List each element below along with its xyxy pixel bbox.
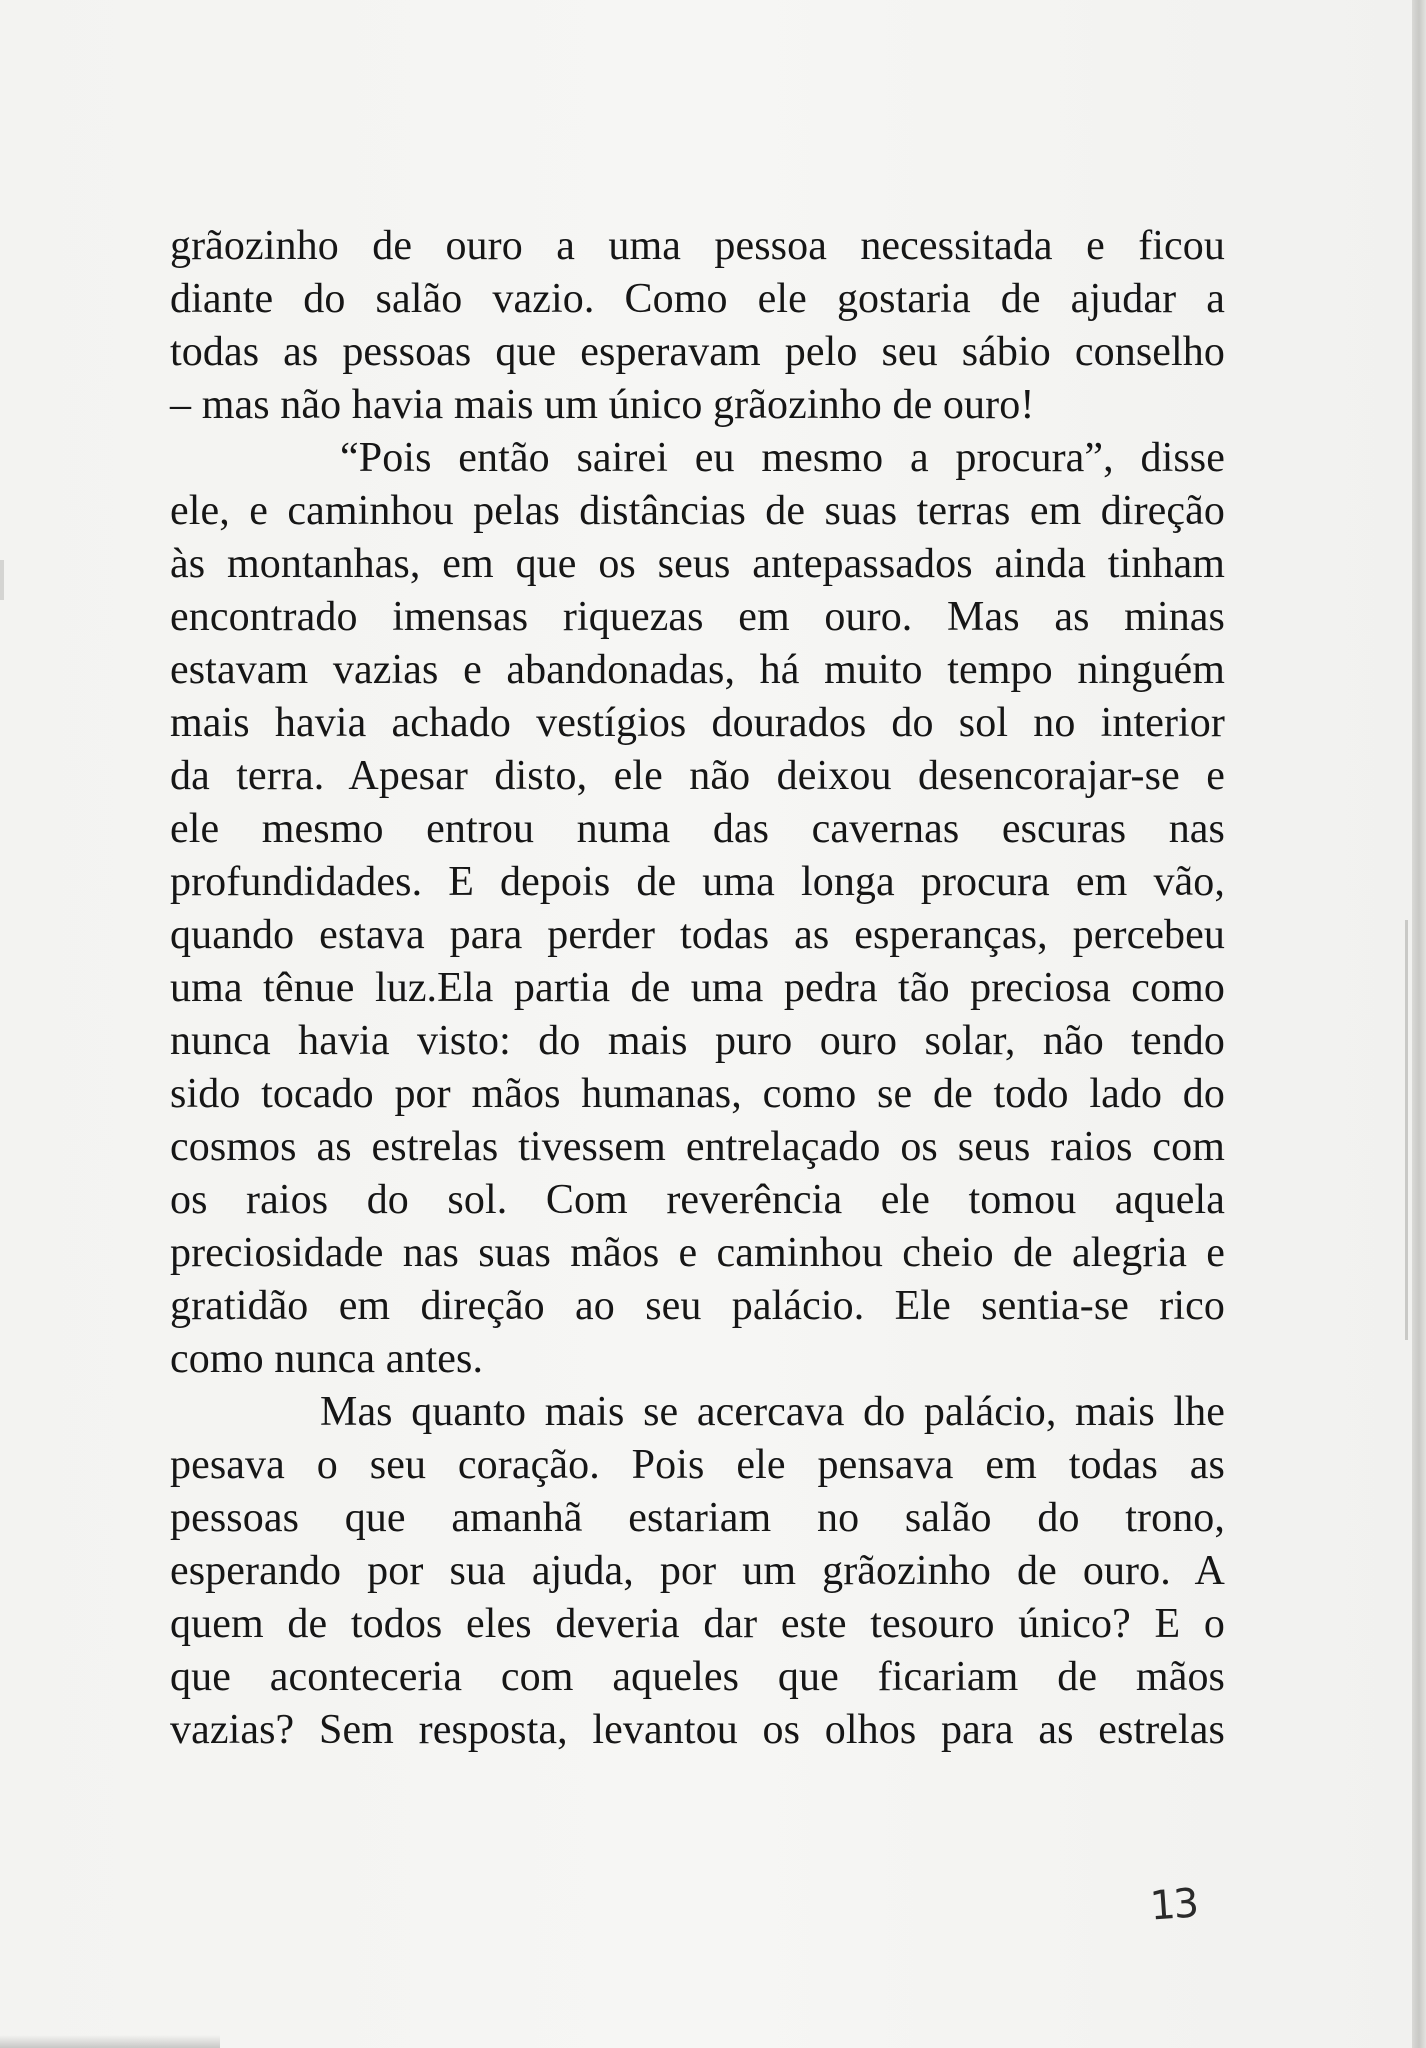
text-line-12: ele mesmo entrou numa das cavernas escuras nas: [170, 806, 1225, 852]
text-line-19: os raios do sol. Com reverência ele tomou aquela: [170, 1177, 1225, 1223]
text-line-23: Mas quanto mais se acercava do palácio, mais lhe: [320, 1389, 1225, 1435]
page-text: [170, 220, 1225, 1757]
text-line-2: diante do salão vazio. Como ele gostaria de ajudar a: [170, 276, 1225, 322]
text-line-25: pessoas que amanhã estariam no salão do trono,: [170, 1495, 1225, 1541]
text-line-10: mais havia achado vestígios dourados do sol no interior: [170, 700, 1225, 746]
text-line-8: encontrado imensas riquezas em ouro. Mas as minas: [170, 594, 1225, 640]
text-line-27: quem de todos eles deveria dar este tesouro único? E o: [170, 1601, 1225, 1647]
text-line-4: – mas não havia mais um único grãozinho de ouro!: [170, 382, 1035, 428]
text-line-26: esperando por sua ajuda, por um grãozinho de ouro. A: [170, 1548, 1225, 1594]
text-line-16: nunca havia visto: do mais puro ouro solar, não tendo: [170, 1018, 1225, 1064]
text-line-21: gratidão em direção ao seu palácio. Ele sentia-se rico: [170, 1283, 1225, 1329]
text-line-20: preciosidade nas suas mãos e caminhou cheio de alegria e: [170, 1230, 1225, 1276]
text-line-14: quando estava para perder todas as esperanças, percebeu: [170, 912, 1225, 958]
bottom-edge-shadow: [0, 2035, 220, 2048]
text-line-24: pesava o seu coração. Pois ele pensava em todas as: [170, 1442, 1225, 1488]
text-line-17: sido tocado por mãos humanas, como se de todo lado do: [170, 1071, 1225, 1117]
page-number: 13: [1148, 1880, 1199, 1930]
text-line-3: todas as pessoas que esperavam pelo seu sábio conselho: [170, 329, 1225, 375]
text-line-18: cosmos as estrelas tivessem entrelaçado os seus raios com: [170, 1124, 1225, 1170]
text-line-9: estavam vazias e abandonadas, há muito tempo ninguém: [170, 647, 1225, 693]
text-line-28: que aconteceria com aqueles que ficariam de mãos: [170, 1654, 1225, 1700]
page-fold-line: [1405, 920, 1408, 1340]
text-line-29: vazias? Sem resposta, levantou os olhos para as estrelas: [170, 1707, 1225, 1753]
left-edge-mark: [0, 560, 4, 600]
text-line-22: como nunca antes.: [170, 1336, 484, 1382]
text-line-6: ele, e caminhou pelas distâncias de suas terras em direção: [170, 488, 1225, 534]
text-line-1: grãozinho de ouro a uma pessoa necessitada e ficou: [170, 223, 1225, 269]
page-right-edge: [1412, 0, 1426, 2048]
text-line-7: às montanhas, em que os seus antepassados ainda tinham: [170, 541, 1225, 587]
text-line-5: “Pois então sairei eu mesmo a procura”, disse: [340, 435, 1225, 481]
text-line-11: da terra. Apesar disto, ele não deixou desencorajar-se e: [170, 753, 1225, 799]
text-line-15: uma tênue luz.Ela partia de uma pedra tão preciosa como: [170, 965, 1225, 1011]
text-line-13: profundidades. E depois de uma longa procura em vão,: [170, 859, 1225, 905]
